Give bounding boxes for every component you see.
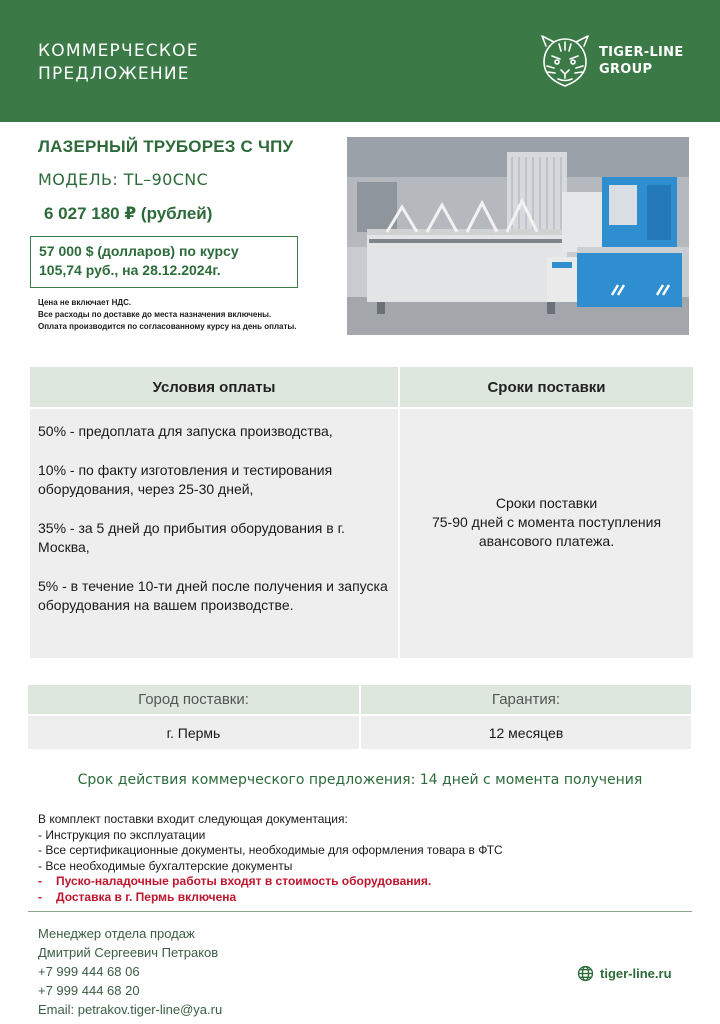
machine-illustration — [347, 137, 689, 335]
tiger-head-icon — [536, 32, 594, 90]
document-title-line1: КОММЕРЧЕСКОЕ — [38, 41, 199, 61]
payment-term-item: 5% - в течение 10-ти дней после получения и запуска оборудования на вашем производстве. — [38, 578, 388, 613]
price-notes — [38, 297, 296, 333]
payment-term-item: 10% - по факту изготовления и тестирования оборудования, через 25-30 дней, — [38, 462, 333, 497]
price-note: Все расходы по доставке до места назначения включены. — [38, 310, 272, 319]
documentation-highlight-item — [38, 874, 503, 890]
price-usd-line2: 105,74 руб., на 28.12.2024г. — [39, 262, 221, 278]
warranty-value: 12 месяцев — [361, 716, 691, 749]
price-note: Цена не включает НДС. — [38, 298, 132, 307]
phone-link[interactable]: +7 999 444 68 20 — [38, 983, 140, 998]
documentation-list — [38, 812, 503, 905]
website-link[interactable] — [577, 965, 672, 982]
delivery-terms-header: Сроки поставки — [400, 367, 693, 407]
delivery-warranty-table — [28, 685, 691, 749]
list-dash: - — [38, 874, 42, 888]
price-usd-line1: 57 000 $ (долларов) по курсу — [39, 243, 239, 259]
brand-name-line2: GROUP — [599, 62, 653, 77]
payment-term-item: 50% - предоплата для запуска производства, — [38, 423, 333, 439]
machine-photo — [347, 137, 689, 335]
document-title — [38, 40, 199, 86]
manager-role: Менеджер отдела продаж — [38, 926, 195, 941]
highlight-text: Пуско-наладочные работы входят в стоимость оборудования. — [56, 874, 432, 888]
price-note: Оплата производится по согласованному курсу на день оплаты. — [38, 322, 297, 331]
phone-link[interactable]: +7 999 444 68 06 — [38, 964, 140, 979]
highlight-text: Доставка в г. Пермь включена — [56, 889, 237, 904]
globe-icon — [577, 965, 594, 982]
delivery-city-header: Город поставки: — [28, 685, 359, 714]
manager-name: Дмитрий Сергеевич Петраков — [38, 945, 219, 960]
documentation-highlight-item — [38, 890, 503, 906]
brand-logo — [536, 32, 696, 92]
payment-term-item: 35% - за 5 дней до прибытия оборудования в г. Москва, — [38, 520, 345, 555]
delivery-city-value: г. Пермь — [28, 716, 359, 749]
documentation-intro: В комплект поставки входит следующая документация: — [38, 812, 348, 826]
terms-table — [30, 367, 693, 658]
warranty-header: Гарантия: — [361, 685, 691, 714]
payment-terms-list — [38, 422, 388, 635]
list-dash: - — [38, 889, 42, 904]
brand-name — [599, 44, 684, 78]
table-divider — [30, 407, 693, 409]
documentation-item: - Инструкция по эксплуатации — [38, 827, 206, 842]
footer-separator — [28, 911, 692, 912]
brand-name-line1: TIGER-LINE — [599, 45, 684, 60]
email-link[interactable]: Email: petrakov.tiger-line@ya.ru — [38, 1002, 223, 1017]
delivery-terms-text — [400, 494, 693, 551]
price-rub: 6 027 180 ₽ (рублей) — [44, 204, 213, 223]
documentation-item: - Все сертификационные документы, необходимые для оформления товара в ФТС — [38, 843, 503, 857]
delivery-terms-line: 75-90 дней с момента поступления — [431, 514, 662, 530]
product-title: ЛАЗЕРНЫЙ ТРУБОРЕЗ С ЧПУ — [38, 137, 294, 156]
price-usd-box — [30, 236, 298, 288]
delivery-terms-line: Сроки поставки — [495, 495, 598, 511]
header-band — [0, 0, 720, 122]
delivery-terms-line: авансового платежа. — [478, 533, 615, 549]
payment-terms-header: Условия оплаты — [30, 367, 398, 407]
website-text[interactable]: tiger-line.ru — [600, 966, 672, 981]
product-model: МОДЕЛЬ: TL–90CNC — [38, 170, 209, 189]
manager-contacts — [38, 924, 222, 1019]
document-title-line2: ПРЕДЛОЖЕНИЕ — [38, 64, 190, 84]
offer-validity: Срок действия коммерческого предложения: 14 дней с момента получения — [77, 772, 643, 788]
documentation-item: - Все необходимые бухгалтерские документы — [38, 858, 293, 873]
